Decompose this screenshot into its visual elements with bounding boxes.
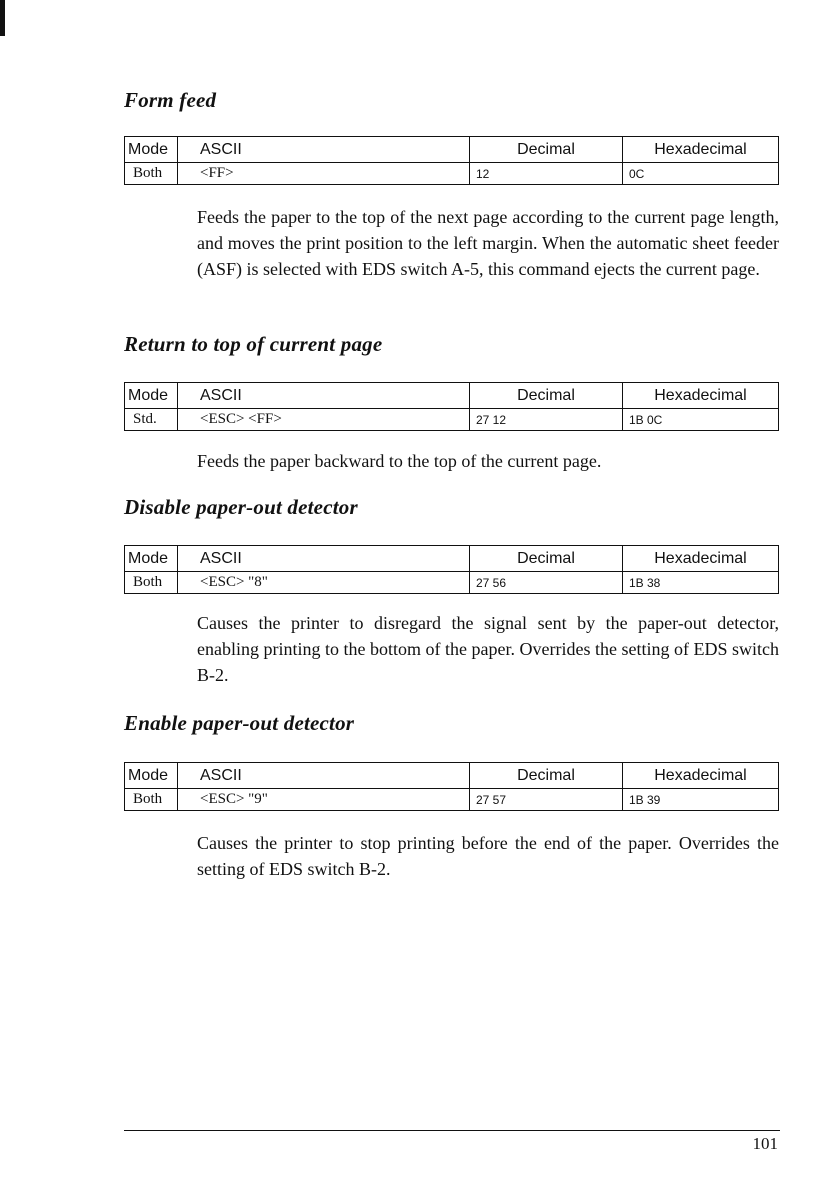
cell-ascii: <ESC> "8" xyxy=(178,572,470,594)
header-ascii: ASCII xyxy=(178,137,470,163)
section-description-disable-paper-out: Causes the printer to disregard the signal sent by the paper-out detector, enabling printing to the bottom of the paper. Overrides the setting of EDS switch B-2. xyxy=(197,613,779,685)
cell-ascii: <FF> xyxy=(178,163,470,185)
cell-hexadecimal: 1B 38 xyxy=(623,572,779,594)
table-header-row xyxy=(125,546,779,572)
section-heading-form-feed: Form feed xyxy=(124,88,217,112)
header-hexadecimal: Hexadecimal xyxy=(623,546,779,572)
section-description-return-to-top: Feeds the paper backward to the top of the current page. xyxy=(197,451,602,471)
header-decimal: Decimal xyxy=(470,546,623,572)
header-ascii: ASCII xyxy=(178,383,470,409)
table-row xyxy=(125,789,779,811)
table-header-row xyxy=(125,137,779,163)
cell-decimal: 27 57 xyxy=(470,789,623,811)
cell-mode: Std. xyxy=(125,409,178,431)
cell-mode: Both xyxy=(125,789,178,811)
cell-decimal: 12 xyxy=(470,163,623,185)
header-ascii: ASCII xyxy=(178,546,470,572)
header-mode: Mode xyxy=(125,383,178,409)
header-mode: Mode xyxy=(125,546,178,572)
command-table-enable-paper-out xyxy=(124,762,779,811)
cell-decimal: 27 12 xyxy=(470,409,623,431)
header-hexadecimal: Hexadecimal xyxy=(623,383,779,409)
section-heading-return-to-top: Return to top of current page xyxy=(124,332,383,356)
page-number: 101 xyxy=(752,1134,778,1153)
cell-mode: Both xyxy=(125,163,178,185)
cell-hexadecimal: 1B 0C xyxy=(623,409,779,431)
page-edge-mark xyxy=(0,0,5,36)
table-header-row xyxy=(125,383,779,409)
cell-ascii: <ESC> "9" xyxy=(178,789,470,811)
section-heading-enable-paper-out: Enable paper-out detector xyxy=(124,711,355,735)
footer-rule xyxy=(124,1130,780,1131)
command-table-form-feed xyxy=(124,136,779,185)
header-mode: Mode xyxy=(125,763,178,789)
header-decimal: Decimal xyxy=(470,137,623,163)
header-decimal: Decimal xyxy=(470,383,623,409)
section-description-form-feed: Feeds the paper to the top of the next page according to the current page length, and moves the print position to the left margin. When the automatic sheet feeder (ASF) is selected with EDS switch A-5, this command ejects the current page. xyxy=(197,207,779,279)
cell-decimal: 27 56 xyxy=(470,572,623,594)
table-row xyxy=(125,409,779,431)
header-mode: Mode xyxy=(125,137,178,163)
cell-mode: Both xyxy=(125,572,178,594)
header-hexadecimal: Hexadecimal xyxy=(623,763,779,789)
command-table-disable-paper-out xyxy=(124,545,779,594)
header-hexadecimal: Hexadecimal xyxy=(623,137,779,163)
cell-hexadecimal: 0C xyxy=(623,163,779,185)
section-heading-disable-paper-out: Disable paper-out detector xyxy=(124,495,358,519)
cell-ascii: <ESC> <FF> xyxy=(178,409,470,431)
section-description-enable-paper-out: Causes the printer to stop printing before the end of the paper. Overrides the setting of EDS switch B-2. xyxy=(197,833,779,879)
cell-hexadecimal: 1B 39 xyxy=(623,789,779,811)
command-table-return-to-top xyxy=(124,382,779,431)
table-row xyxy=(125,163,779,185)
header-decimal: Decimal xyxy=(470,763,623,789)
table-row xyxy=(125,572,779,594)
header-ascii: ASCII xyxy=(178,763,470,789)
table-header-row xyxy=(125,763,779,789)
